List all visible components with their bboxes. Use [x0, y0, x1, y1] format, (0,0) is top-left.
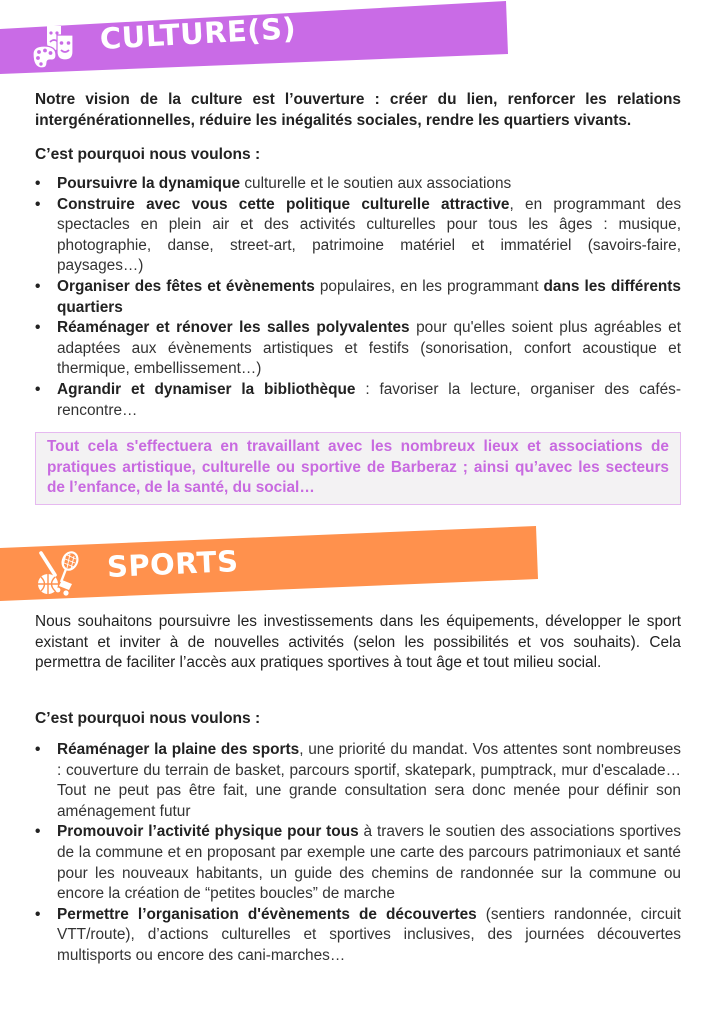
culture-callout: Tout cela s'effectuera en travaillant avec les nombreux lieux et associations de pratiques artistique, culturelle ou sportive de Barberaz ; ainsi qu’avec les secteurs de l’enfance, de la santé, du social…	[35, 432, 681, 505]
list-item-bold-2: dans les différents quartiers	[57, 277, 681, 316]
culture-intro: Notre vision de la culture est l’ouverture : créer du lien, renforcer les relations intergénérationnelles, réduire les inégalités sociales, rendre les quartiers vivants.	[35, 91, 681, 129]
list-item-bold: Agrandir et dynamiser la bibliothèque	[57, 380, 356, 398]
list-item	[35, 740, 681, 822]
sports-banner	[0, 520, 721, 610]
list-item-bold: Réaménager et rénover les salles polyvalentes	[57, 319, 410, 337]
list-item	[35, 174, 681, 195]
culture-title: CULTURE(S)	[99, 11, 298, 56]
sports-intro: Nous souhaitons poursuivre les investissements dans les équipements, développer le sport existant et inviter à de nouvelles activités (selon les possibilités et vos souhaits). Cela permettra de faciliter l’accès aux pratiques sportives à tout âge et tout milieu social.	[35, 613, 681, 672]
list-item-bold: Construire avec vous cette politique culturelle attractive	[57, 195, 510, 213]
list-item	[35, 277, 681, 318]
sports-title: SPORTS	[106, 544, 240, 584]
theater-masks-palette-icon	[30, 24, 80, 70]
list-item-text: , en programmant des spectacles en plein air et des activités culturelles pour tous les âges : musique, photographie, danse, street-art, patrimoine matériel et immatériel (savoirs-faire, paysages…)	[57, 195, 682, 275]
list-item-bold: Réaménager la plaine des sports	[57, 741, 300, 758]
list-item-text: : favoriser la lecture, organiser des cafés-rencontre…	[57, 380, 681, 419]
list-item-text: populaires, en les programmant	[314, 277, 544, 295]
list-item	[35, 380, 681, 421]
bullet-icon: •	[35, 823, 41, 841]
sports-subheading: C’est pourquoi nous voulons :	[35, 710, 261, 727]
culture-subheading: C’est pourquoi nous voulons :	[35, 146, 261, 163]
list-item	[35, 318, 681, 380]
list-item-text: , une priorité du mandat. Vos attentes sont nombreuses : couverture du terrain de basket, parcours sportif, skatepark, pumptrack, mur d'escalade… Tout ne peut pas être fait, une grande consultation sera donc menée pour définir son aménagement futur	[57, 741, 681, 820]
list-item-text: pour qu'elles soient plus agréables et adaptées aux évènements artistiques et festifs (sonorisation, confort acoustique et thermique, embellissement…)	[57, 319, 681, 378]
list-item-bold: Permettre l’organisation d'évènements de découvertes	[57, 905, 477, 923]
list-item-text: (sentiers randonnée, circuit VTT/route), d’actions culturelles et sportives inclusives, des journées découvertes multisports ou encore des cani-marches…	[57, 905, 681, 964]
bullet-icon: •	[35, 319, 41, 337]
bullet-icon: •	[35, 741, 41, 758]
list-item	[35, 822, 681, 904]
bullet-icon: •	[35, 277, 41, 295]
sports-equipment-icon	[36, 550, 84, 598]
list-item	[35, 905, 681, 967]
bullet-icon: •	[35, 195, 41, 213]
culture-bullet-list	[35, 174, 681, 421]
list-item-bold: Organiser des fêtes et évènements	[57, 277, 315, 295]
list-item	[35, 195, 681, 277]
list-item-bold: Promouvoir l’activité physique pour tous	[57, 823, 359, 841]
list-item-text: à travers le soutien des associations sportives de la commune et en proposant par exemple une carte des parcours patrimoniaux et santé pour les nouveaux habitants, un guide des chemins de randonnée sur la commune ou encore la création de “petites boucles” de marche	[57, 823, 681, 903]
bullet-icon: •	[35, 175, 41, 192]
list-item-text: culturelle et le soutien aux associations	[240, 175, 512, 192]
bullet-icon: •	[35, 905, 41, 923]
culture-banner	[0, 0, 721, 80]
sports-bullet-list	[35, 740, 681, 967]
list-item-bold: Poursuivre la dynamique	[57, 175, 241, 192]
bullet-icon: •	[35, 380, 41, 398]
